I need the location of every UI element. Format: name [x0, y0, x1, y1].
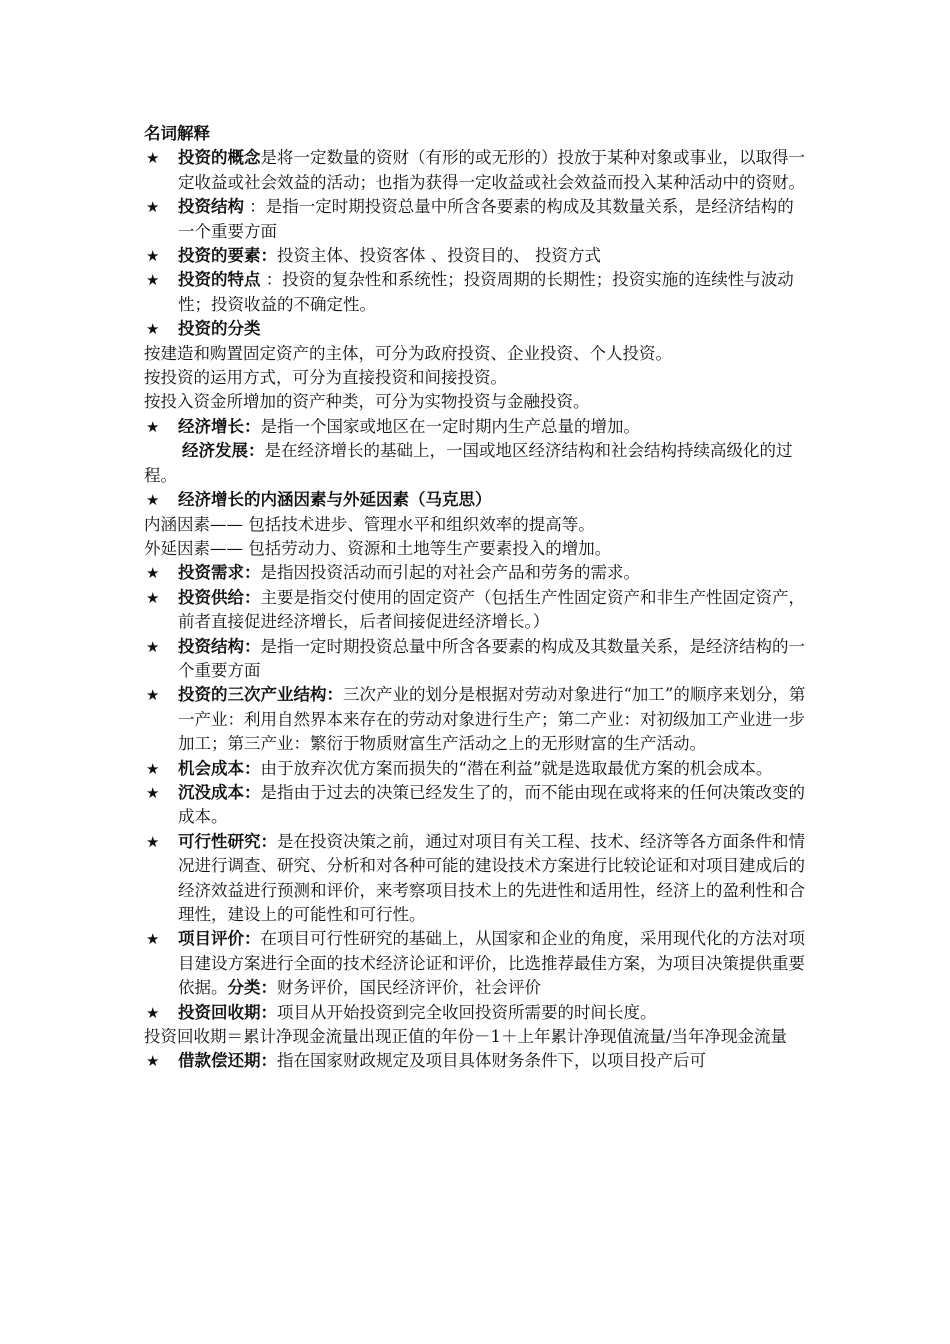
entry-investment-demand — [144, 561, 810, 585]
entry-term: 机会成本： — [178, 758, 261, 778]
entry-text: ：投资的复杂性和系统性；投资周期的长期性；投资实施的连续性与波动性；投资收益的不确定性。 — [178, 270, 794, 314]
star-bullet-icon: ★ — [146, 759, 160, 778]
entry-text: 是在经济增长的基础上，一国或地区经济结构和社会结构持续高级化的过程。 — [144, 441, 793, 485]
entry-term: 投资的三次产业结构： — [178, 685, 343, 705]
section-title: 名词解释 — [144, 124, 210, 143]
entry-growth-factors — [144, 488, 810, 512]
paragraph-intensive-factors: 内涵因素—— 包括技术进步、管理水平和组织效率的提高等。 — [144, 514, 595, 534]
entry-term: 可行性研究： — [178, 831, 277, 851]
entry-three-industries — [144, 683, 810, 756]
star-bullet-icon: ★ — [146, 832, 160, 851]
paragraph-extensive-factors: 外延因素—— 包括劳动力、资源和土地等生产要素投入的增加。 — [144, 538, 612, 558]
star-bullet-icon: ★ — [146, 417, 160, 436]
entry-loan-repayment-period — [144, 1049, 810, 1073]
entry-investment-supply — [144, 586, 810, 635]
entry-investment-structure — [144, 195, 810, 244]
star-bullet-icon: ★ — [146, 930, 160, 949]
entry-subterm: 分类： — [227, 978, 277, 998]
paragraph-economic-development — [144, 439, 810, 488]
star-bullet-icon: ★ — [146, 320, 160, 339]
entry-text: 是指一个国家或地区在一定时期内生产总量的增加。 — [260, 416, 640, 436]
entry-text: 是指因投资活动而引起的对社会产品和劳务的需求。 — [260, 563, 640, 583]
entry-text: 在项目可行性研究的基础上，从国家和企业的角度，采用现代化的方法对项目建设方案进行全面的技术经济论证和评价，比选推荐最佳方案，为项目决策提供重要依据。 — [178, 929, 805, 998]
entry-term: 借款偿还期： — [178, 1051, 277, 1071]
star-bullet-icon: ★ — [146, 1052, 160, 1071]
star-bullet-icon: ★ — [146, 588, 160, 607]
entry-text: 指在国家财政规定及项目具体财务条件下，以项目投产后可 — [277, 1051, 706, 1071]
star-bullet-icon: ★ — [146, 271, 160, 290]
star-bullet-icon: ★ — [146, 686, 160, 705]
entry-economic-growth — [144, 415, 810, 439]
entry-project-evaluation — [144, 927, 810, 1000]
paragraph-by-method: 按投资的运用方式，可分为直接投资和间接投资。 — [144, 368, 507, 388]
entry-term: 经济增长的内涵因素与外延因素（马克思） — [178, 490, 492, 510]
entry-text: 主要是指交付使用的固定资产（包括生产性固定资产和非生产性固定资产，前者直接促进经济增长，后者间接促进经济增长。） — [178, 587, 805, 632]
entry-opportunity-cost — [144, 757, 810, 781]
entry-term: 投资供给： — [178, 587, 261, 607]
star-bullet-icon: ★ — [146, 1003, 160, 1022]
entry-text: 是在投资决策之前，通过对项目有关工程、技术、经济等各方面条件和情况进行调查、研究、分析和对各种可能的建设技术方案进行比较论证和对项目建成后的经济效益进行预测和评价，来考察项目技术上的先进性和适用性，经济上的盈利性和合理性，建设上的可能性和可行性。 — [178, 831, 805, 924]
star-bullet-icon: ★ — [146, 247, 160, 266]
entry-term: 投资需求： — [178, 563, 261, 583]
entry-feasibility-study — [144, 830, 810, 928]
entry-payback-period — [144, 1001, 810, 1025]
entry-investment-classification — [144, 317, 810, 341]
entry-term: 项目评价： — [178, 929, 261, 949]
entry-text: 由于放弃次优方案而损失的“潜在利益”就是选取最优方案的机会成本。 — [260, 758, 773, 778]
entry-term: 经济发展： — [182, 441, 265, 461]
paragraph-by-asset-type: 按投入资金所增加的资产种类，可分为实物投资与金融投资。 — [144, 392, 590, 412]
star-bullet-icon: ★ — [146, 637, 160, 656]
paragraph-by-subject: 按建造和购置固定资产的主体，可分为政府投资、企业投资、个人投资。 — [144, 343, 672, 363]
entry-investment-elements — [144, 244, 810, 268]
entry-subtext: 财务评价，国民经济评价，社会评价 — [277, 978, 541, 998]
entry-text: 投资主体、投资客体 、投资目的、 投资方式 — [277, 246, 601, 266]
entry-investment-structure-2 — [144, 635, 810, 684]
entry-investment-features — [144, 268, 810, 317]
entry-text: 三次产业的划分是根据对劳动对象进行“加工”的顺序来划分，第一产业：利用自然界本来存在的劳动对象进行生产；第二产业：对初级加工产业进一步加工；第三产业：繁衍于物质财富生产活动之上的无形财富的生产活动。 — [178, 685, 806, 754]
entry-text: 项目从开始投资到完全收回投资所需要的时间长度。 — [277, 1002, 657, 1022]
entry-investment-concept — [144, 146, 810, 195]
paragraph-payback-formula: 投资回收期＝累计净现金流量出现正值的年份－1＋上年累计净现值流量/当年净现金流量 — [144, 1027, 788, 1047]
entry-term: 投资的特点 — [178, 270, 261, 290]
entry-term: 沉没成本： — [178, 782, 261, 802]
entry-term: 投资的分类 — [178, 319, 261, 339]
entry-text: 是指由于过去的决策已经发生了的，而不能由现在或将来的任何决策改变的成本。 — [178, 782, 805, 827]
document-page — [144, 122, 810, 1074]
entry-term: 投资结构 — [178, 197, 244, 217]
star-bullet-icon: ★ — [146, 783, 160, 802]
star-bullet-icon: ★ — [146, 564, 160, 583]
entry-text: 是指一定时期投资总量中所含各要素的构成及其数量关系，是经济结构的一个重要方面 — [178, 636, 805, 680]
entry-term: 投资结构： — [178, 636, 261, 656]
entry-text: 是将一定数量的资财（有形的或无形的）投放于某种对象或事业，以取得一定收益或社会效益的活动；也指为获得一定收益或社会效益而投入某种活动中的资财。 — [178, 148, 805, 192]
entry-term: 经济增长： — [178, 416, 261, 436]
entry-term: 投资回收期： — [178, 1002, 277, 1022]
star-bullet-icon: ★ — [146, 149, 160, 168]
entry-term: 投资的要素： — [178, 246, 277, 266]
entry-term: 投资的概念 — [178, 148, 261, 168]
star-bullet-icon: ★ — [146, 198, 160, 217]
entry-text: ：是指一定时期投资总量中所含各要素的构成及其数量关系，是经济结构的一个重要方面 — [178, 197, 794, 241]
star-bullet-icon: ★ — [146, 491, 160, 510]
entry-sunk-cost — [144, 781, 810, 830]
